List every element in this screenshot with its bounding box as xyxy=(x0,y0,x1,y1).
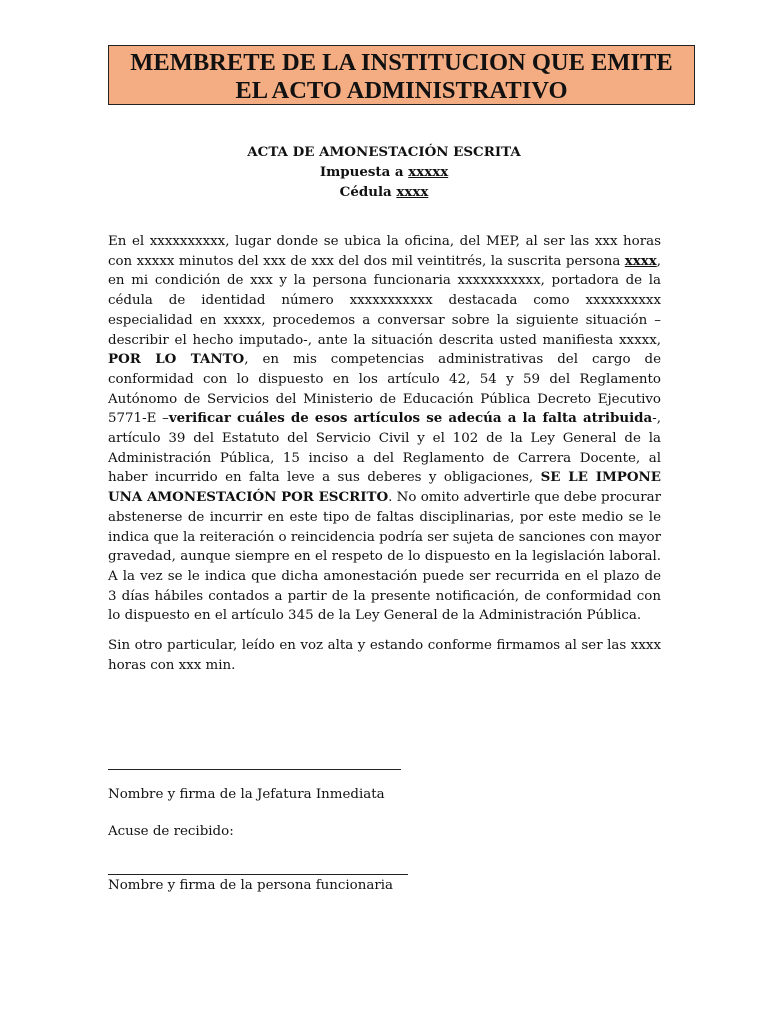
body-text-segment: , en mi condición de xxx y la persona funcionaria xxxxxxxxxxx, portadora de la cédula de identidad número xxxxxxxxxxx destacada como xxxxxxxxxx especialidad en xxxxx, procedemos a conversar sobre la siguiente situación –describir el hecho imputado-, ante la situación descrita usted manifiesta xxxxx, xyxy=(108,253,661,348)
imposed-on-prefix: Impuesta a xyxy=(319,164,409,180)
letterhead-box xyxy=(108,45,695,105)
document-body xyxy=(108,232,661,675)
employee-signature-line xyxy=(108,874,408,875)
body-text-segment: En el xxxxxxxxxx, lugar donde se ubica la oficina, del MEP, al ser las xxx horas con xxxxx minutos del xxx de xxx del dos mil veintitrés, la suscrita persona xyxy=(108,234,661,269)
supervisor-signature-label: Nombre y firma de la Jefatura Inmediata xyxy=(108,787,385,802)
emphasis-therefore: POR LO TANTO xyxy=(108,351,245,368)
emphasis-sanction: SE LE IMPONE UNA AMONESTACIÓN POR ESCRITO xyxy=(108,469,661,506)
imposed-on-name: xxxxx xyxy=(408,164,449,180)
id-line xyxy=(108,182,660,202)
signer-name: xxxx xyxy=(624,252,657,269)
body-text-segment: -, artículo 39 del Estatuto del Servicio Civil y el 102 de la Ley General de la Administración Pública, 15 inciso a del Reglamento de Carrera Docente, al haber incurrido en falta leve a sus deberes y obligaciones, xyxy=(108,411,661,486)
body-paragraph-main xyxy=(108,232,661,626)
letterhead-line-1: MEMBRETE DE LA INSTITUCION QUE EMITE xyxy=(130,49,673,76)
body-text-segment: , en mis competencias administrativas del cargo de conformidad con lo dispuesto en los artículo 42, 54 y 59 del Reglamento Autónomo de Servicios del Ministerio de Educación Pública Decreto Ejecutivo 5771-E – xyxy=(108,352,661,427)
body-text-segment: . No omito advertirle que debe procurar abstenerse de incurrir en este tipo de faltas disciplinarias, por este medio se le indica que la reiteración o reincidencia podría ser sujeta de sanciones con mayor gravedad, aunque siempre en el respeto de lo dispuesto en la legislación laboral. A la vez se le indica que dicha amonestación puede ser recurrida en el plazo de 3 días hábiles contados a partir de la presente notificación, de conformidad con lo dispuesto en el artículo 345 de la Ley General de la Administración Pública. xyxy=(108,490,661,624)
id-number: xxxx xyxy=(396,184,429,200)
imposed-on-line xyxy=(108,162,660,182)
letterhead-line-2: EL ACTO ADMINISTRATIVO xyxy=(235,77,568,104)
receipt-label: Acuse de recibido: xyxy=(108,824,234,839)
emphasis-verify-articles: verificar cuáles de esos artículos se adecúa a la falta atribuida xyxy=(168,410,653,427)
employee-signature-label: Nombre y firma de la persona funcionaria xyxy=(108,878,394,893)
document-heading: ACTA DE AMONESTACIÓN ESCRITA xyxy=(247,144,521,160)
supervisor-signature-line xyxy=(108,769,401,770)
body-paragraph-closing: Sin otro particular, leído en voz alta y estando conforme firmamos al ser las xxxx horas con xxx min. xyxy=(108,638,661,673)
document-title-block xyxy=(108,142,660,202)
id-prefix: Cédula xyxy=(339,184,397,200)
